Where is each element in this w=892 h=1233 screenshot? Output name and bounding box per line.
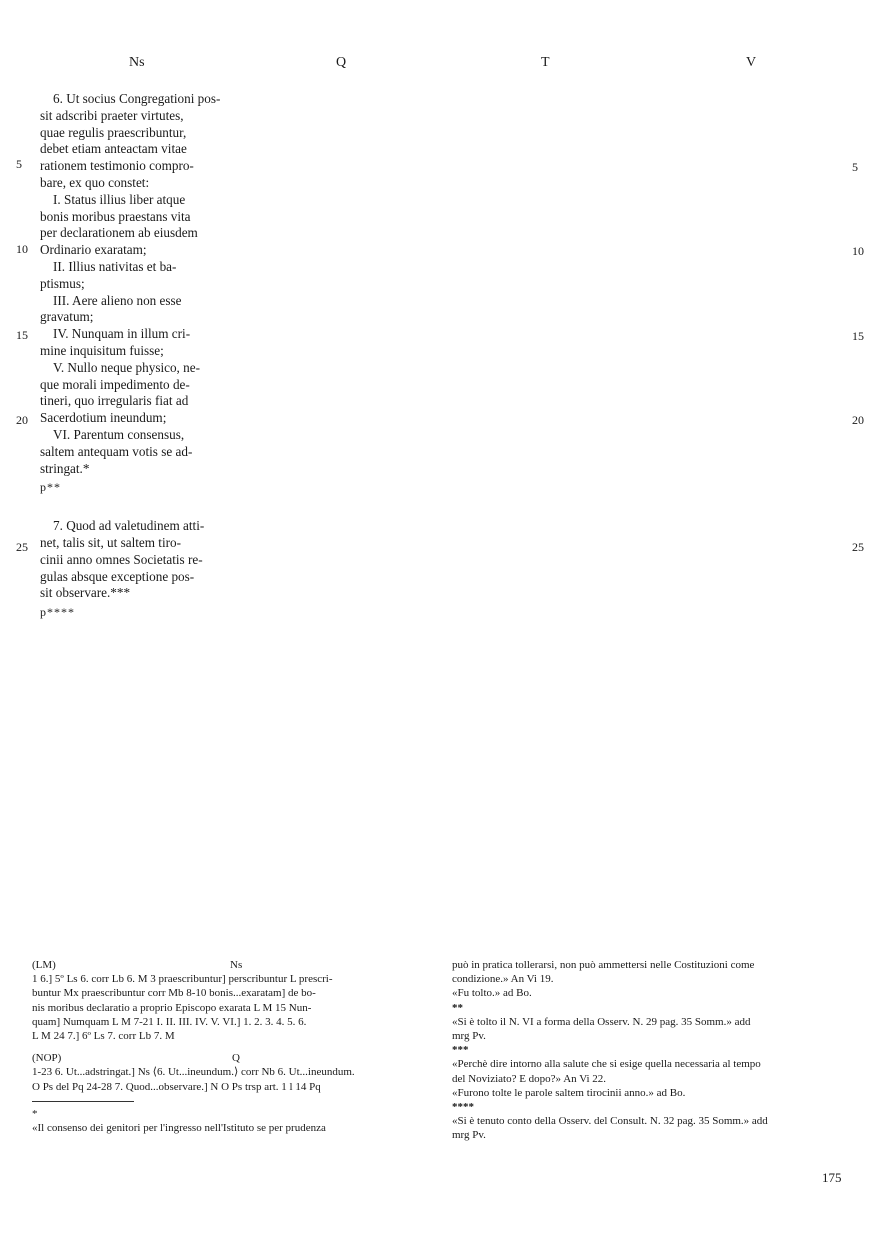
text-line: bonis moribus praestans vita — [40, 208, 191, 224]
text-line: II. Illius nativitas et ba- — [53, 258, 177, 274]
apparatus-siglum: Ns — [230, 959, 243, 971]
apparatus-siglum: Q — [232, 1052, 240, 1065]
apparatus-left — [32, 958, 434, 1135]
ns-column-text — [40, 91, 232, 621]
text-line: per declarationem ab eiusdem — [40, 225, 198, 241]
footnote-text: «Il consenso dei genitori per l'ingresso nell'Istituto se per prudenza — [32, 1122, 326, 1135]
line-number-right: 20 — [852, 413, 864, 427]
text-line: mine inquisitum fuisse; — [40, 342, 164, 358]
text-line: gulas absque exceptione pos- — [40, 568, 195, 584]
footnote-text: può in pratica tollerarsi, non può ammettersi nelle Costituzioni come — [452, 959, 755, 971]
text-line: IV. Nunquam in illum cri- — [53, 326, 191, 342]
text-line: debet etiam anteactam vitae — [40, 141, 187, 157]
text-line: 7. Quod ad valetudinem atti- — [53, 518, 205, 534]
text-line: cinii anno omnes Societatis re- — [40, 551, 203, 567]
text-line: tineri, quo irregularis fiat ad — [40, 393, 189, 409]
footnote-text: «Fu tolto.» ad Bo. — [452, 987, 532, 1000]
text-line: V. Nullo neque physico, ne- — [53, 359, 200, 375]
footnote-mark: p**** — [40, 605, 75, 620]
column-header-v: V — [746, 55, 757, 70]
text-line: net, talis sit, ut saltem tiro- — [40, 534, 182, 550]
line-number-left: 20 — [16, 413, 28, 427]
apparatus-line: 1-23 6. Ut...adstringat.] Ns ⟨6. Ut...ineundum.⟩ corr Nb 6. Ut...ineundum. — [32, 1066, 355, 1079]
text-line: bare, ex quo constet: — [40, 174, 150, 190]
footnote-text: del Noviziato? E dopo?» An Vi 22. — [452, 1072, 607, 1085]
footnote-text: «Furono tolte le parole saltem tirocinii anno.» ad Bo. — [452, 1086, 686, 1099]
line-number-left: 15 — [16, 328, 28, 342]
text-line: stringat.* — [40, 460, 90, 476]
text-line: quae regulis praescribuntur, — [40, 124, 187, 140]
text-line: III. Aere alieno non esse — [53, 292, 182, 308]
apparatus-line: nis moribus declaratio a proprio Episcopo exarata L M 15 Nun- — [32, 1001, 312, 1014]
line-number-right: 10 — [852, 244, 864, 258]
text-line: 6. Ut socius Congregationi pos- — [53, 91, 221, 106]
page-number: 175 — [822, 1170, 842, 1185]
footnote-text: condizione.» An Vi 19. — [452, 973, 554, 986]
footnote-text: «Si è tenuto conto della Osserv. del Consult. N. 32 pag. 35 Somm.» add — [452, 1115, 768, 1128]
line-number-left: 10 — [16, 242, 28, 256]
footnote-text: mrg Pv. — [452, 1030, 486, 1043]
line-number-left: 25 — [16, 540, 28, 554]
column-header-ns: Ns — [129, 55, 145, 70]
text-line: que morali impedimento de- — [40, 376, 190, 392]
text-line: I. Status illius liber atque — [53, 191, 186, 207]
apparatus-line: O Ps del Pq 24-28 7. Quod...observare.] N O Ps trsp art. 1 l 14 Pq — [32, 1080, 321, 1093]
text-line: VI. Parentum consensus, — [53, 426, 185, 442]
line-number-right: 25 — [852, 540, 864, 554]
column-header-q: Q — [336, 55, 347, 70]
apparatus-line: 1 6.] 5º Ls 6. corr Lb 6. M 3 praescribuntur] perscribuntur L prescri- — [32, 973, 333, 986]
apparatus-line: L M 24 7.] 6º Ls 7. corr Lb 7. M — [32, 1030, 175, 1043]
apparatus-line: buntur Mx praescribuntur corr Mb 8-10 bonis...exaratam] de bo- — [32, 987, 316, 1000]
text-line: ptismus; — [40, 275, 85, 291]
footnote-text: mrg Pv. — [452, 1129, 486, 1142]
apparatus-line: quam] Numquam L M 7-21 I. II. III. IV. V. VI.] 1. 2. 3. 4. 5. 6. — [32, 1015, 307, 1028]
footnote-mark: *** — [452, 1044, 469, 1057]
text-line: Ordinario exaratam; — [40, 242, 147, 258]
footnote-text: «Si è tolto il N. VI a forma della Osserv. N. 29 pag. 35 Somm.» add — [452, 1015, 751, 1028]
text-line: Sacerdotium ineundum; — [40, 410, 167, 426]
text-line: sit observare.*** — [40, 585, 131, 601]
footnote-mark: ** — [452, 1001, 463, 1014]
footnote-mark: * — [32, 1107, 38, 1120]
text-line: sit adscribi praeter virtutes, — [40, 107, 184, 123]
line-number-right: 5 — [852, 160, 858, 174]
footnote-mark: **** — [452, 1101, 474, 1114]
line-number-left: 5 — [16, 157, 22, 171]
apparatus-heading: (LM) — [32, 959, 56, 971]
text-line: rationem testimonio compro- — [40, 158, 194, 174]
text-line: gravatum; — [40, 309, 94, 325]
text-line: saltem antequam votis se ad- — [40, 443, 193, 459]
line-number-right: 15 — [852, 329, 864, 343]
apparatus-right — [452, 958, 846, 1143]
column-header-t: T — [541, 55, 550, 70]
footnote-mark: p** — [40, 480, 61, 495]
apparatus-heading: (NOP) — [32, 1052, 62, 1065]
footnote-text: «Perchè dire intorno alla salute che si esige quella necessaria al tempo — [452, 1058, 761, 1071]
footnote-rule — [32, 1101, 134, 1102]
